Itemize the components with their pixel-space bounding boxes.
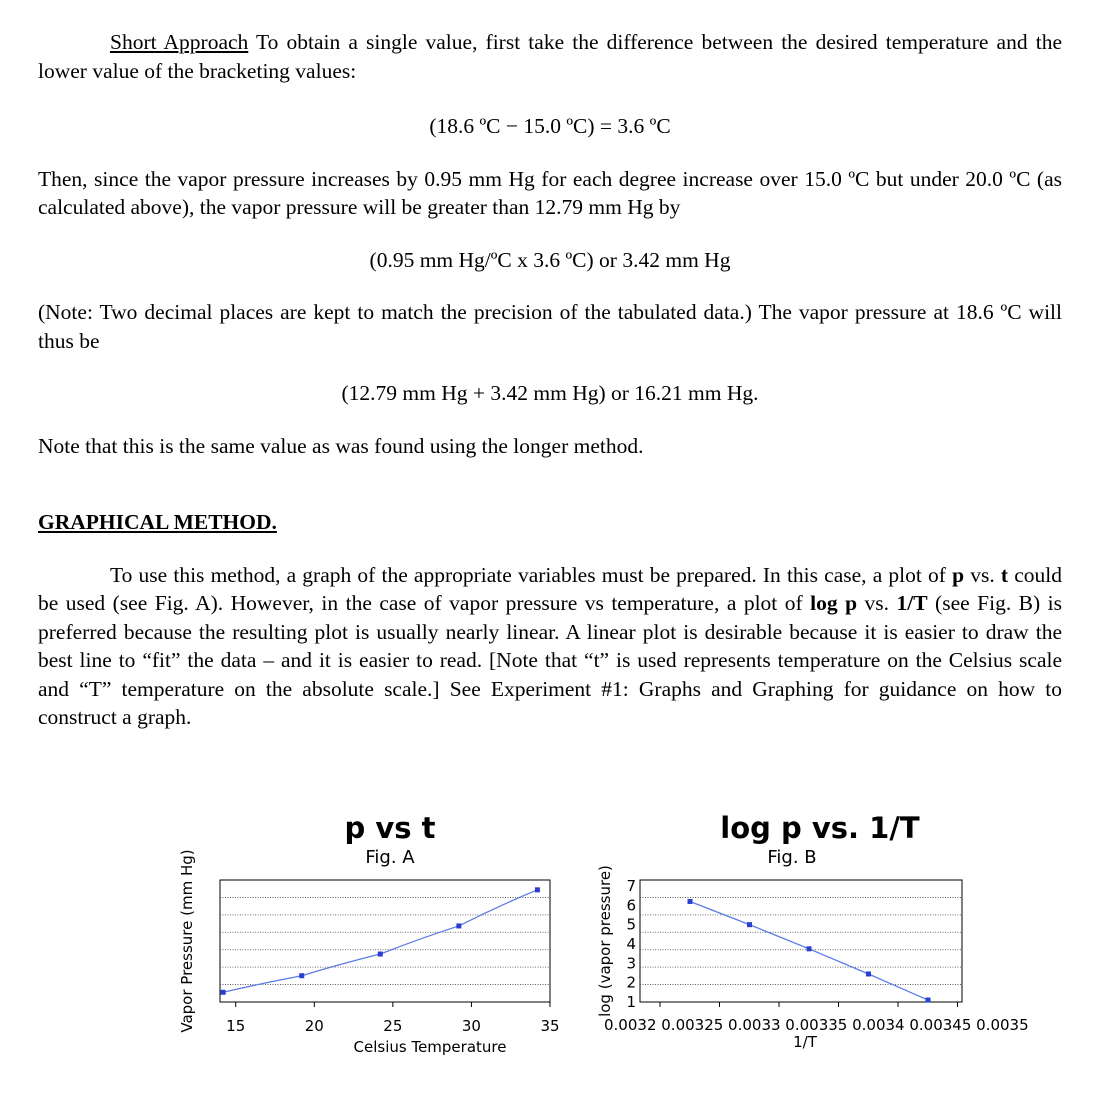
fig-a-subtitle: Fig. A (365, 847, 415, 868)
fig-b-y-tick-label: 2 (626, 973, 636, 992)
gm-text-c: vs. (964, 562, 1001, 587)
fig-a-tick-label: 35 (540, 1017, 560, 1035)
gm-text-f: (see Fig. B) is preferred because the resulting plot is usually nearly linear. A linear plot is desirable because it is easier to draw the best line to “fit” the data – and it is easier to read. [Note that “t” is used represents temperature on the Celsius scale and “T” temperature on the absolute scale.] See Experiment #1: Graphs and Graphing for guidance on how to construct a graph. (38, 591, 1062, 729)
fig-b-title: log p vs. 1/T (720, 811, 920, 845)
fig-b-series (688, 899, 931, 1003)
figures-area (178, 810, 1029, 1070)
fig-a-data-point (456, 923, 461, 928)
short-approach-label: Short Approach (110, 30, 249, 54)
fig-b-x-ticks: 0.0032 0.00325 0.0033 0.00335 0.0034 0.00345 0.0035 (604, 1016, 1029, 1034)
fig-b-y-tick-label: 1 (626, 993, 636, 1011)
fig-a-plot-frame (220, 880, 550, 1002)
fig-b-data-point (688, 899, 693, 904)
paragraph-then-since: Then, since the vapor pressure increases by 0.95 mm Hg for each degree increase over 15.0 ºC but under 20.0 ºC (as calculated above), the vapor pressure will be greater than 12.79 mm Hg by (38, 166, 1062, 219)
fig-a-y-label: Vapor Pressure (mm Hg) (178, 849, 196, 1033)
fig-b-subtitle: Fig. B (767, 847, 817, 868)
equation-1: (18.6 ºC − 15.0 ºC) = 3.6 ºC (429, 114, 671, 138)
fig-b-y-tick-label: 4 (626, 935, 636, 953)
fig-a-x-label: Celsius Temperature (353, 1038, 507, 1056)
fig-a-series (221, 887, 540, 994)
fig-b-data-point (926, 998, 931, 1003)
fig-a-series-line (223, 890, 537, 992)
fig-b-grid (640, 897, 962, 1007)
fig-b-y-tick-label: 3 (626, 954, 636, 973)
document-page (38, 28, 1062, 732)
fig-a-tick-label: 15 (226, 1017, 246, 1035)
fig-b-x-label: 1/T (793, 1033, 817, 1051)
fig-b-data-point (866, 971, 871, 976)
fig-b-data-point (807, 946, 812, 951)
fig-a-x-ticks (226, 1002, 559, 1035)
fig-a-title: p vs t (344, 811, 436, 845)
fig-a-data-point (535, 887, 540, 892)
fig-b-data-point (747, 922, 752, 927)
fig-a-tick-label: 20 (304, 1017, 324, 1035)
figure-b (596, 811, 1029, 1051)
equation-3: (12.79 mm Hg + 3.42 mm Hg) or 16.21 mm Hg. (341, 381, 759, 405)
fig-b-plot-frame (640, 880, 962, 1002)
equation-2: (0.95 mm Hg/ºC x 3.6 ºC) or 3.42 mm Hg (369, 247, 731, 272)
paragraph-short-approach (38, 28, 1062, 85)
fig-b-y-label: log (vapor pressure) (596, 865, 614, 1017)
paragraph-same-value: Note that this is the same value as was found using the longer method. (38, 433, 644, 458)
gm-text-e: vs. (857, 591, 897, 615)
short-approach-text: To obtain a single value, first take the difference between the desired temperature and the lower value of the bracketing values: (38, 30, 1062, 83)
fig-a-data-point (378, 952, 383, 957)
fig-a-data-point (221, 990, 226, 995)
gm-text-d: could be used (see Fig. A). However, in the case of vapor pressure vs temperature, a plot of (38, 562, 1062, 615)
fig-a-tick-label: 25 (383, 1017, 403, 1035)
fig-a-tick-label: 30 (461, 1017, 481, 1035)
paragraph-note: (Note: Two decimal places are kept to match the precision of the tabulated data.) The vapor pressure at 18.6 ºC will thus be (38, 300, 1062, 353)
fig-b-y-tick-label: 6 (626, 896, 636, 915)
gm-bold-t: t (1000, 562, 1009, 587)
fig-a-data-point (299, 973, 304, 978)
figure-a (178, 811, 560, 1056)
gm-bold-1-over-t: 1/T (896, 591, 928, 615)
gm-bold-p: p (952, 562, 965, 587)
section-heading: GRAPHICAL METHOD. (38, 510, 277, 534)
gm-bold-log-p: log p (810, 591, 858, 615)
fig-b-y-tick-label: 5 (626, 915, 636, 934)
fig-b-y-ticks (626, 877, 636, 1011)
gm-text-a: To use this method, a graph of the appropriate variables must be prepared. In this case, a plot of (110, 562, 953, 587)
figures-svg (178, 810, 1029, 1070)
paragraph-graphical-method (38, 561, 1062, 732)
fig-b-y-tick-label: 7 (626, 877, 636, 895)
fig-a-grid (220, 897, 550, 984)
